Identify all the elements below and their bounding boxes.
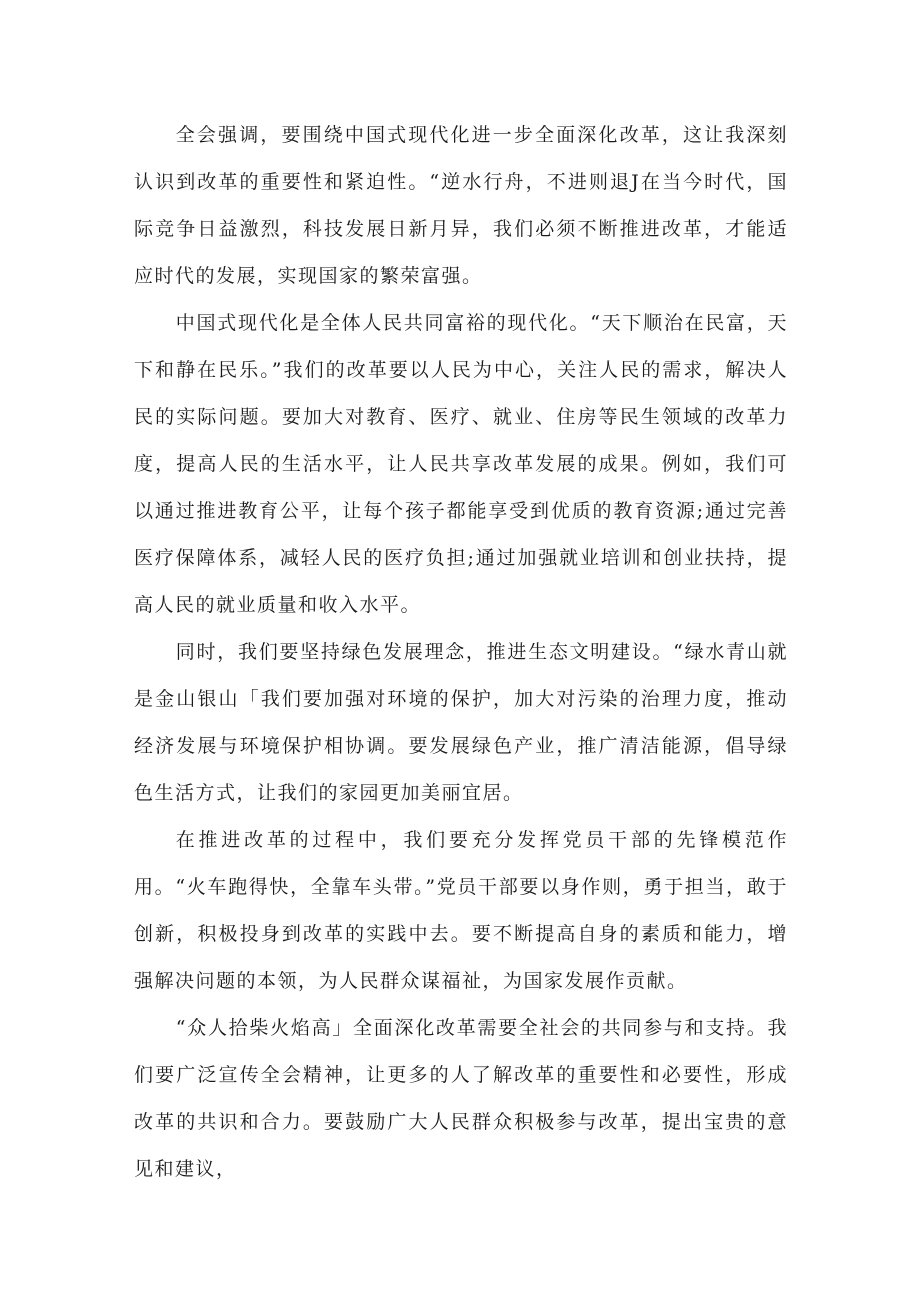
paragraph: 中国式现代化是全体人民共同富裕的现代化。“天下顺治在民富，天下和静在民乐。”我们的改革要以人民为中心，关注人民的需求，解决人民的实际问题。要加大对教育、医疗、就业、住房等民生领域的改革力度，提高人民的生活水平，让人民共享改革发展的成果。例如，我们可以通过推进教育公平，让每个孩子都能享受到优质的教育资源;通过完善医疗保障体系，减轻人民的医疗负担;通过加强就业培训和创业扶持，提高人民的就业质量和收入水平。 bbox=[134, 312, 788, 616]
document-body bbox=[134, 112, 788, 1193]
paragraph: 同时，我们要坚持绿色发展理念，推进生态文明建设。“绿水青山就是金山银山「我们要加强对环境的保护，加大对污染的治理力度，推动经济发展与环境保护相协调。要发展绿色产业，推广清洁能源，倡导绿色生活方式，让我们的家园更加美丽宜居。 bbox=[134, 641, 788, 804]
paragraph: 全会强调，要围绕中国式现代化进一步全面深化改革，这让我深刻认识到改革的重要性和紧迫性。“逆水行舟，不进则退J在当今时代，国际竞争日益激烈，科技发展日新月异，我们必须不断推进改革，才能适应时代的发展，实现国家的繁荣富强。 bbox=[134, 124, 788, 287]
paragraph: 在推进改革的过程中，我们要充分发挥党员干部的先锋模范作用。“火车跑得快，全靠车头带。”党员干部要以身作则，勇于担当，敢于创新，积极投身到改革的实践中去。要不断提高自身的素质和能力，增强解决问题的本领，为人民群众谋福祉，为国家发展作贡献。 bbox=[134, 829, 788, 992]
paragraph: “众人拾柴火焰高」全面深化改革需要全社会的共同参与和支持。我们要广泛宣传全会精神，让更多的人了解改革的重要性和必要性，形成改革的共识和合力。要鼓励广大人民群众积极参与改革，提出宝贵的意见和建议， bbox=[134, 1017, 788, 1180]
